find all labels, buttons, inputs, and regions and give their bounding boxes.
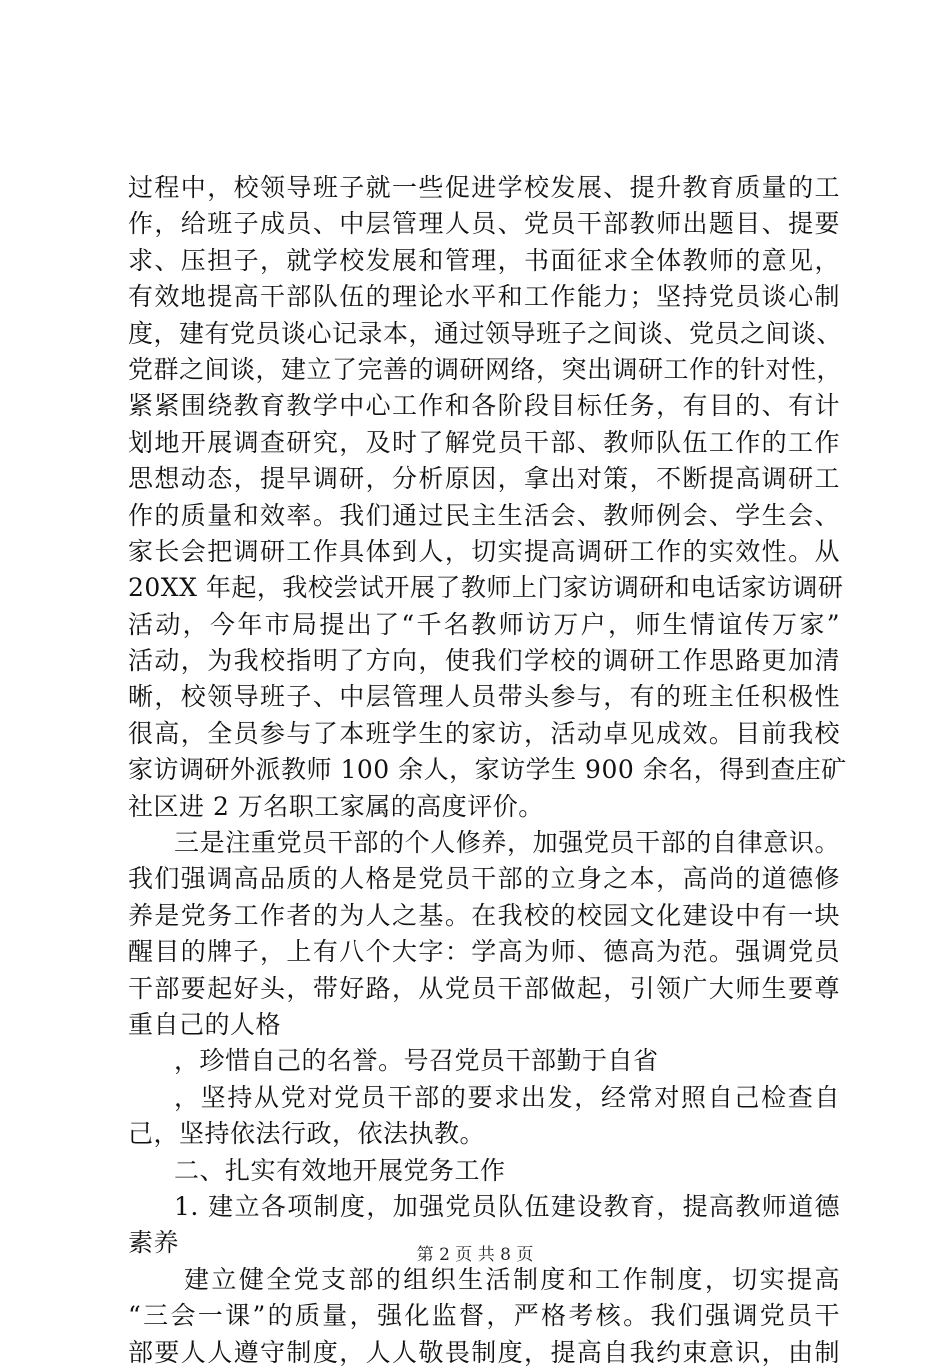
text-line: 家访调研外派教师 100 余人，家访学生 900 余名，得到查庄矿 [128, 755, 847, 785]
text-line: 作，给班子成员、中层管理人员、党员干部教师出题目、提要 [128, 209, 840, 239]
text-line: 有效地提高干部队伍的理论水平和工作能力；坚持党员谈心制 [128, 282, 840, 312]
document-body [128, 170, 847, 1371]
text-line: 我们强调高品质的人格是党员干部的立身之本，高尚的道德修 [128, 864, 840, 894]
text-line: 党群之间谈，建立了完善的调研网络，突出调研工作的针对性， [128, 354, 843, 384]
text-line: 醒目的牌子，上有八个大字：学高为师、德高为范。强调党员 [128, 937, 840, 967]
text-line: 度，建有党员谈心记录本，通过领导班子之间谈、党员之间谈、 [128, 318, 843, 348]
text-line: 紧紧围绕教育教学中心工作和各阶段目标任务，有目的、有计 [128, 391, 840, 421]
text-line: 社区进 2 万名职工家属的高度评价。 [128, 791, 544, 821]
text-line: 晰，校领导班子、中层管理人员带头参与，有的班主任积极性 [128, 682, 840, 712]
text-line: 求、压担子，就学校发展和管理，书面征求全体教师的意见， [128, 245, 840, 275]
text-line: ，坚持从党对党员干部的要求出发，经常对照自己检查自 [174, 1082, 840, 1112]
text-line: 活动，今年市局提出了“千名教师访万户，师生情谊传万家” [128, 609, 840, 639]
text-line: “三会一课”的质量，强化监督，严格考核。我们强调党员干 [128, 1301, 840, 1331]
text-line: 家长会把调研工作具体到人，切实提高调研工作的实效性。从 [128, 536, 840, 566]
text-line: 重自己的人格 [128, 1009, 282, 1039]
text-line: 过程中，校领导班子就一些促进学校发展、提升教育质量的工 [128, 173, 840, 202]
text-line: 划地开展调查研究，及时了解党员干部、教师队伍工作的工作 [128, 427, 840, 457]
text-line: 作的质量和效率。我们通过民主生活会、教师例会、学生会、 [128, 500, 840, 530]
text-line: 建立健全党支部的组织生活制度和工作制度，切实提高 [184, 1264, 840, 1294]
text-line: 20XX 年起，我校尝试开展了教师上门家访调研和电话家访调研 [128, 573, 844, 603]
text-line: 很高，全员参与了本班学生的家访，活动卓见成效。目前我校 [128, 718, 840, 748]
text-line: 三是注重党员干部的个人修养，加强党员干部的自律意识。 [174, 828, 840, 858]
text-line: 养是党务工作者的为人之基。在我校的校园文化建设中有一块 [128, 900, 840, 930]
text-line: 干部要起好头，带好路，从党员干部做起，引领广大师生要尊 [128, 973, 840, 1003]
text-line: 己，坚持依法行政，依法执教。 [128, 1119, 486, 1149]
section-heading: 二、扎实有效地开展党务工作 [174, 1155, 506, 1185]
text-line: 思想动态，提早调研，分析原因，拿出对策，不断提高调研工 [128, 464, 840, 494]
text-line: 部要人人遵守制度，人人敬畏制度，提高自我约束意识，由制 [128, 1337, 840, 1367]
page-number: 第 2 页 共 8 页 [416, 1245, 534, 1265]
subsection-heading: 素养 [128, 1228, 180, 1258]
text-line: ，珍惜自己的名誉。号召党员干部勤于自省 [174, 1046, 659, 1076]
text-line: 活动，为我校指明了方向，使我们学校的调研工作思路更加清 [128, 646, 840, 676]
subsection-heading: 1. 建立各项制度，加强党员队伍建设教育，提高教师道德 [174, 1191, 840, 1221]
